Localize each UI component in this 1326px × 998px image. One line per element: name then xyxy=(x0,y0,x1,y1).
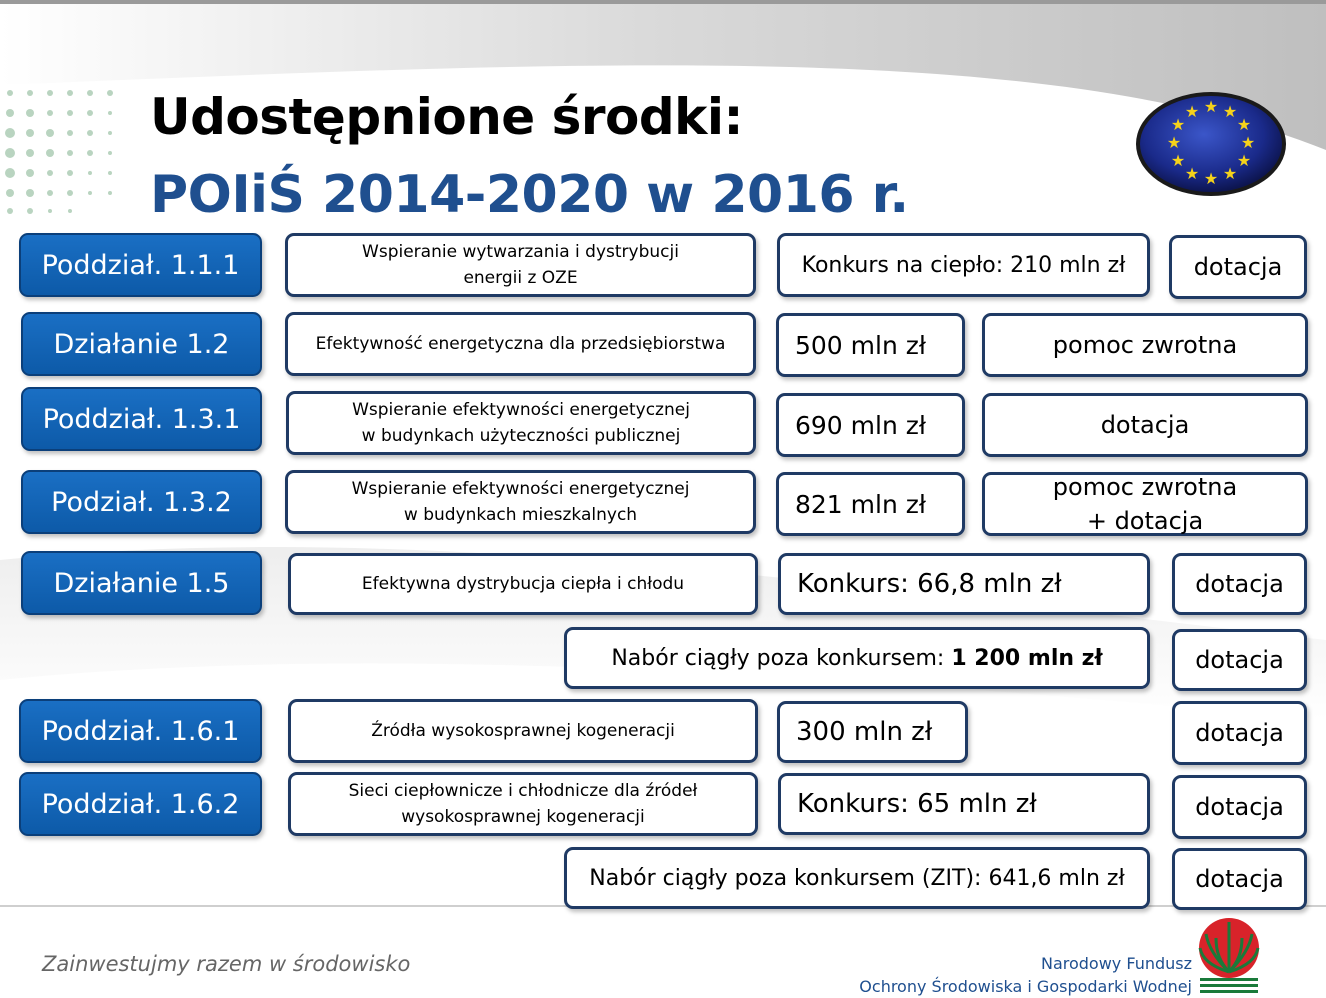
row-type: dotacja xyxy=(1172,553,1307,615)
svg-text:★: ★ xyxy=(1240,133,1256,152)
row-type: dotacja xyxy=(982,393,1308,457)
svg-text:★: ★ xyxy=(1170,115,1186,134)
row-label: Poddział. 1.1.1 xyxy=(19,233,262,297)
svg-text:★: ★ xyxy=(1203,169,1219,188)
footer-slogan: Zainwestujmy razem w środowisko xyxy=(42,952,411,976)
row-label: Działanie 1.2 xyxy=(21,312,262,376)
row-type: dotacja xyxy=(1169,235,1307,299)
row-amount: 500 mln zł xyxy=(776,313,965,377)
eu-flag-icon xyxy=(1134,90,1288,198)
row-amount: 300 mln zł xyxy=(777,701,968,763)
svg-text:★: ★ xyxy=(1184,164,1200,183)
row-amount: Konkurs na ciepło: 210 mln zł xyxy=(777,233,1150,297)
row-label: Działanie 1.5 xyxy=(21,551,262,615)
row-type: dotacja xyxy=(1172,848,1307,910)
page-subtitle: POIiŚ 2014-2020 w 2016 r. xyxy=(150,165,909,225)
page-title: Udostępnione środki: xyxy=(150,88,744,146)
row-description: Wspieranie wytwarzania i dystrybucji energii z OZE xyxy=(285,233,756,297)
row-type: pomoc zwrotna + dotacja xyxy=(982,472,1308,536)
row-type: pomoc zwrotna xyxy=(982,313,1308,377)
row-label: Podział. 1.3.2 xyxy=(21,470,262,534)
row-amount: Konkurs: 66,8 mln zł xyxy=(778,553,1150,615)
row-description: Efektywna dystrybucja ciepła i chłodu xyxy=(288,553,758,615)
row-amount: Nabór ciągły poza konkursem (ZIT): 641,6 mln zł xyxy=(564,847,1150,909)
row-description: Źródła wysokosprawnej kogeneracji xyxy=(288,699,758,763)
decorative-dots xyxy=(0,85,135,220)
row-amount: Konkurs: 65 mln zł xyxy=(778,773,1150,835)
row-description: Wspieranie efektywności energetycznej w budynkach użyteczności publicznej xyxy=(286,391,756,455)
row-amount: 690 mln zł xyxy=(776,393,965,457)
svg-text:★: ★ xyxy=(1222,164,1238,183)
row-description: Efektywność energetyczna dla przedsiębiorstwa xyxy=(285,312,756,376)
svg-text:★: ★ xyxy=(1184,102,1200,121)
row-type: dotacja xyxy=(1172,701,1307,765)
row-amount: Nabór ciągły poza konkursem: 1 200 mln zł xyxy=(564,627,1150,689)
row-description: Wspieranie efektywności energetycznej w budynkach mieszkalnych xyxy=(285,470,756,534)
row-label: Poddział. 1.6.2 xyxy=(19,772,262,836)
row-label: Poddział. 1.3.1 xyxy=(21,387,262,451)
svg-text:★: ★ xyxy=(1222,102,1238,121)
svg-text:★: ★ xyxy=(1203,97,1219,116)
row-amount: 821 mln zł xyxy=(776,472,965,536)
nfosigw-logo-icon xyxy=(1196,914,1262,994)
row-type: dotacja xyxy=(1172,629,1307,691)
row-type: dotacja xyxy=(1172,775,1307,839)
organization-name: Narodowy Fundusz Ochrony Środowiska i Gospodarki Wodnej xyxy=(859,954,1192,996)
svg-text:★: ★ xyxy=(1236,115,1252,134)
svg-text:★: ★ xyxy=(1166,133,1182,152)
svg-text:★: ★ xyxy=(1170,151,1186,170)
row-label: Poddział. 1.6.1 xyxy=(19,699,262,763)
svg-text:★: ★ xyxy=(1236,151,1252,170)
row-description: Sieci ciepłownicze i chłodnicze dla źródeł wysokosprawnej kogeneracji xyxy=(288,772,758,836)
